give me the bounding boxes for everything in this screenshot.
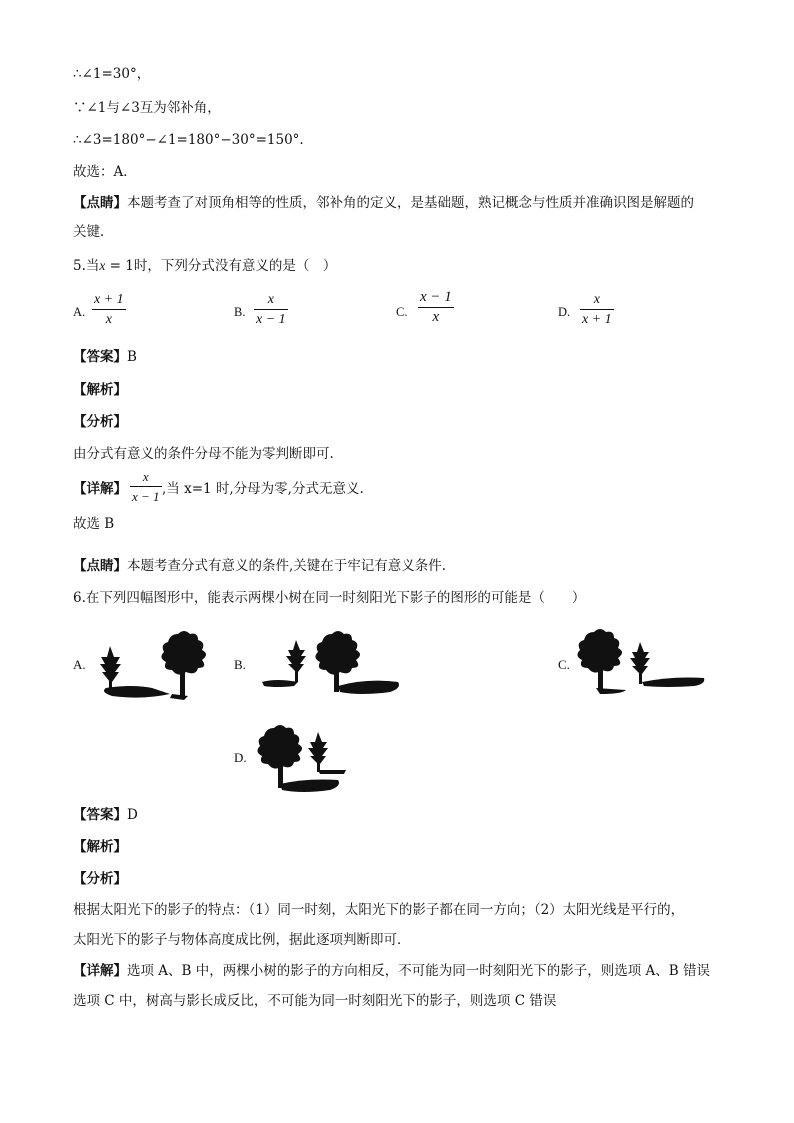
question-5	[73, 256, 336, 276]
answer-value: D	[127, 807, 138, 823]
note-tag: 【点睛】	[73, 195, 127, 211]
fraction-bar	[92, 309, 126, 310]
answer-value: B	[127, 349, 137, 365]
detail-text-5: ,当 x=1 时,分母为零,分式无意义.	[162, 481, 364, 497]
note-text: 本题考查分式有意义的条件,关键在于牢记有意义条件.	[127, 558, 447, 574]
q5-prefix: 5.当	[73, 258, 100, 274]
fraction-numerator: x − 1	[420, 289, 452, 305]
q5-var: x	[99, 258, 106, 273]
fenxi-tag-6: 【分析】	[73, 871, 127, 887]
fraction-denominator: x	[432, 309, 440, 325]
guxuan-5: 故选 B	[73, 516, 115, 532]
fraction-denominator: x + 1	[582, 312, 612, 327]
q6-option-d-image	[256, 718, 352, 800]
answer-5	[73, 347, 137, 367]
question-6: 6.在下列四幅图形中，能表示两棵小树在同一时刻阳光下影子的图形的可能是（ ）	[73, 590, 586, 606]
q5-option-b-fraction	[254, 291, 288, 328]
fenxi-text-5: 由分式有意义的条件分母不能为零判断即可.	[73, 446, 334, 462]
detail-tag: 【详解】	[73, 963, 127, 979]
answer-tag: 【答案】	[73, 807, 127, 823]
q6-option-b-image	[256, 624, 406, 700]
q6-option-a-label: A.	[73, 657, 86, 672]
q5-suffix: 时，下列分式没有意义的是（ ）	[133, 258, 337, 274]
detail-5	[73, 479, 127, 499]
answer-6	[73, 805, 138, 825]
detail-fraction	[130, 468, 162, 505]
fraction-numerator: x	[142, 469, 149, 484]
fraction-bar	[254, 309, 288, 310]
note-text: 本题考查了对顶角相等的性质，邻补角的定义，是基础题，熟记概念与性质并准确识图是解题的	[127, 195, 694, 211]
q6-option-c-label: C.	[558, 657, 570, 672]
note-1-cont: 关键．	[73, 224, 114, 240]
fenxi-text-6b: 太阳光下的影子与物体高度成比例，据此逐项判断即可．	[73, 932, 411, 948]
note-tag: 【点睛】	[73, 558, 127, 574]
fraction-denominator: x − 1	[256, 312, 286, 327]
q5-option-c-fraction	[418, 289, 454, 326]
q5-option-a-fraction	[92, 291, 126, 328]
note-1	[73, 193, 694, 213]
q6-option-b-label: B.	[234, 657, 246, 672]
q6-option-c-image	[576, 622, 710, 698]
line-choose-a: 故选：A．	[73, 164, 137, 180]
q6-option-a-image	[92, 624, 222, 704]
fraction-denominator: x − 1	[132, 489, 160, 504]
fenxi-tag-5: 【分析】	[73, 414, 127, 430]
fraction-numerator: x + 1	[94, 292, 124, 307]
detail-text: 选项 A、B 中，两棵小树的影子的方向相反，不可能为同一时刻阳光下的影子，则选项 A、B 错误	[127, 963, 711, 979]
q5-option-b-label: B.	[234, 305, 246, 319]
fraction-bar	[130, 486, 162, 487]
q5-eq: = 1	[105, 258, 134, 274]
analysis-tag-6: 【解析】	[73, 839, 127, 855]
note-2	[73, 556, 446, 576]
line-angle3: ∴∠3=180°−∠1=180°−30°=150°.	[73, 132, 304, 148]
q5-option-d-fraction	[580, 291, 614, 328]
q5-option-c-label: C.	[396, 305, 408, 319]
analysis-tag-5: 【解析】	[73, 382, 127, 398]
fraction-bar	[418, 307, 454, 308]
fraction-numerator: x	[267, 292, 274, 307]
fraction-numerator: x	[593, 292, 600, 307]
line-supplementary: ∵∠1与∠3互为邻补角，	[73, 100, 221, 116]
detail-6	[73, 961, 710, 981]
q5-option-d-label: D.	[558, 305, 571, 319]
fraction-bar	[580, 309, 614, 310]
fenxi-text-6a: 根据太阳光下的影子的特点：（1）同一时刻，太阳光下的影子都在同一方向；（2）太阳光线是平行的，	[73, 902, 685, 918]
detail-tag: 【详解】	[73, 481, 127, 497]
line-angle1: ∴∠1=30°，	[73, 66, 151, 82]
detail-6-cont: 选项 C 中，树高与影长成反比，不可能为同一时刻阳光下的影子，则选项 C 错误	[73, 993, 557, 1009]
answer-tag: 【答案】	[73, 349, 127, 365]
fraction-denominator: x	[105, 312, 112, 327]
q6-option-d-label: D.	[234, 750, 247, 765]
q5-option-a-label: A.	[73, 305, 86, 319]
